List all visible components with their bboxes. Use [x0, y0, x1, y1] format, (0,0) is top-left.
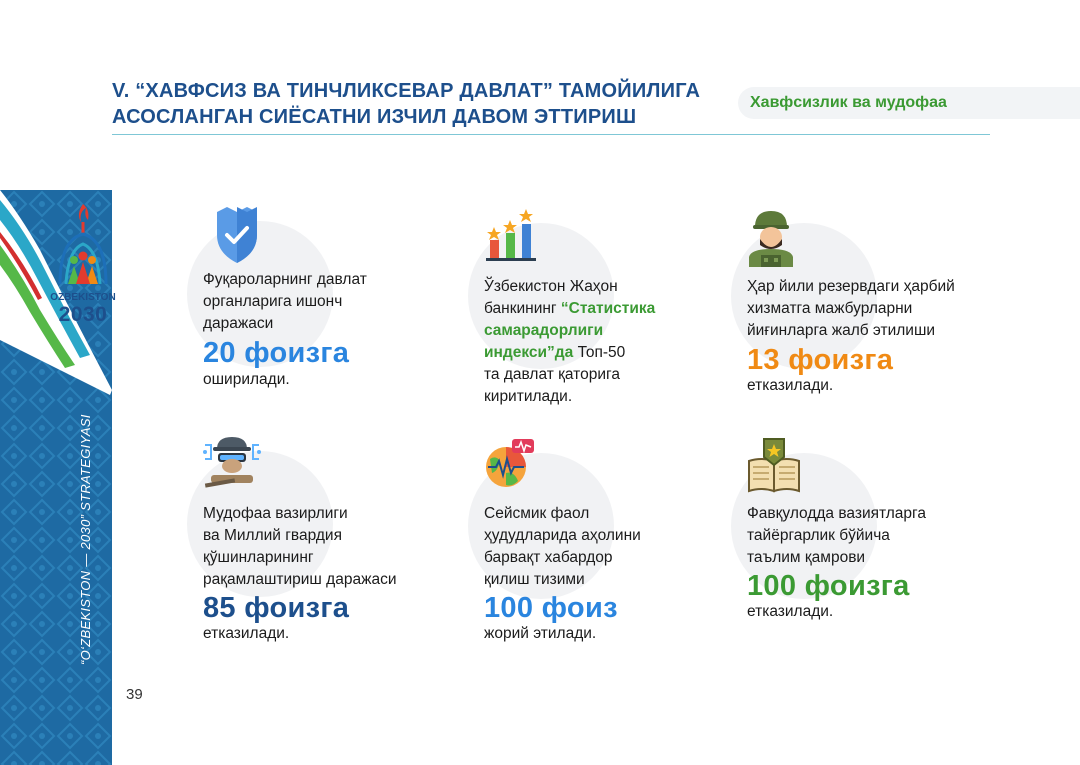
logo-year: 2030	[58, 303, 108, 326]
rating-bars-stars-icon	[484, 207, 546, 269]
header-divider	[112, 134, 990, 135]
page-title-line-1: V. “ХАВФСИЗ ВА ТИНЧЛИКСЕВАР ДАВЛАТ” ТАМОЙИЛИГА	[112, 80, 701, 102]
card-tail: етказилади.	[747, 377, 834, 394]
card-description-line: Мудофаа вазирлиги	[203, 505, 348, 522]
card-value: 85 фоизга	[203, 592, 350, 624]
card-description-line: Ўзбекистон Жаҳон	[484, 278, 618, 295]
card-description-line: хизматга мажбурларни	[747, 300, 913, 317]
page-title	[112, 78, 742, 130]
card-description-line: ва Миллий гвардия	[203, 527, 342, 544]
section-tag	[738, 87, 1080, 119]
stat-card-seismic-warning	[484, 437, 764, 657]
card-description	[747, 503, 926, 569]
card-tail: жорий этилади.	[484, 625, 597, 642]
page-title-line-2: АСОСЛАНГАН СИЁСАТНИ ИЗЧИЛ ДАВОМ ЭТТИРИШ	[112, 106, 637, 128]
card-description	[203, 269, 367, 335]
card-description-line: рақамлаштириш даражаси	[203, 571, 397, 588]
card-tail: етказилади.	[747, 603, 834, 620]
card-tail: етказилади.	[203, 625, 290, 642]
card-description-highlight: “Статистика	[560, 300, 656, 317]
card-description-line: тайёргарлик бўйича	[747, 527, 890, 544]
card-description-highlight: индекси”да	[484, 344, 574, 361]
card-description-line: ҳудудларида аҳолини	[484, 527, 641, 544]
stat-card-public-trust	[203, 205, 483, 425]
stat-card-reserve-training	[747, 207, 1027, 427]
card-description-line: та давлат қаторига	[484, 366, 620, 383]
strategy-vertical-label: “O‘ZBEKISTON — 2030” STRATEGIYASI	[78, 414, 93, 665]
card-description-line: таълим қамрови	[747, 549, 866, 566]
card-description-line: Ҳар йили резервдаги ҳарбий	[747, 278, 955, 295]
card-description-line	[484, 342, 655, 364]
digital-soldier-icon	[203, 435, 265, 497]
card-value: 13 фоизга	[747, 344, 894, 376]
card-description	[203, 503, 396, 591]
logo-name: OZBEKISTON	[50, 292, 116, 303]
card-description-line: органларига ишонч	[203, 293, 343, 310]
card-description	[484, 503, 641, 591]
card-value: 100 фоизга	[747, 570, 910, 602]
ozbekiston-2030-logo	[46, 200, 120, 330]
card-description-line	[484, 298, 655, 320]
card-description-line: қилиш тизими	[484, 571, 585, 588]
card-description-line: Сейсмик фаол	[484, 505, 590, 522]
card-value: 20 фоизга	[203, 337, 350, 369]
shield-check-icon	[215, 205, 277, 267]
section-tag-label: Хавфсизлик ва мудофаа	[750, 94, 947, 111]
book-emblem-icon	[747, 437, 809, 499]
card-description	[747, 276, 955, 342]
page-number: 39	[126, 686, 143, 703]
card-description-line: даражаси	[203, 315, 274, 332]
card-description-line: Фавқулодда вазиятларга	[747, 505, 926, 522]
stat-card-digitalization	[203, 435, 483, 655]
seismic-globe-icon	[484, 437, 546, 499]
card-description-line: барвақт хабардор	[484, 549, 613, 566]
card-description	[484, 276, 655, 408]
card-description-line: йиғинларга жалб этилиши	[747, 322, 936, 339]
stat-card-emergency-training	[747, 437, 1027, 657]
card-value: 100 фоиз	[484, 592, 618, 624]
card-description-line: Фуқароларнинг давлат	[203, 271, 367, 288]
card-description-text: Топ-50	[573, 344, 626, 361]
card-description-line: қўшинларининг	[203, 549, 314, 566]
card-description-highlight: самарадорлиги	[484, 322, 604, 339]
stat-card-statistics-index	[484, 207, 764, 427]
card-description-line: киритилади.	[484, 388, 573, 405]
card-tail: оширилади.	[203, 371, 290, 388]
card-description-text: банкининг	[484, 300, 561, 317]
soldier-icon	[747, 207, 809, 269]
